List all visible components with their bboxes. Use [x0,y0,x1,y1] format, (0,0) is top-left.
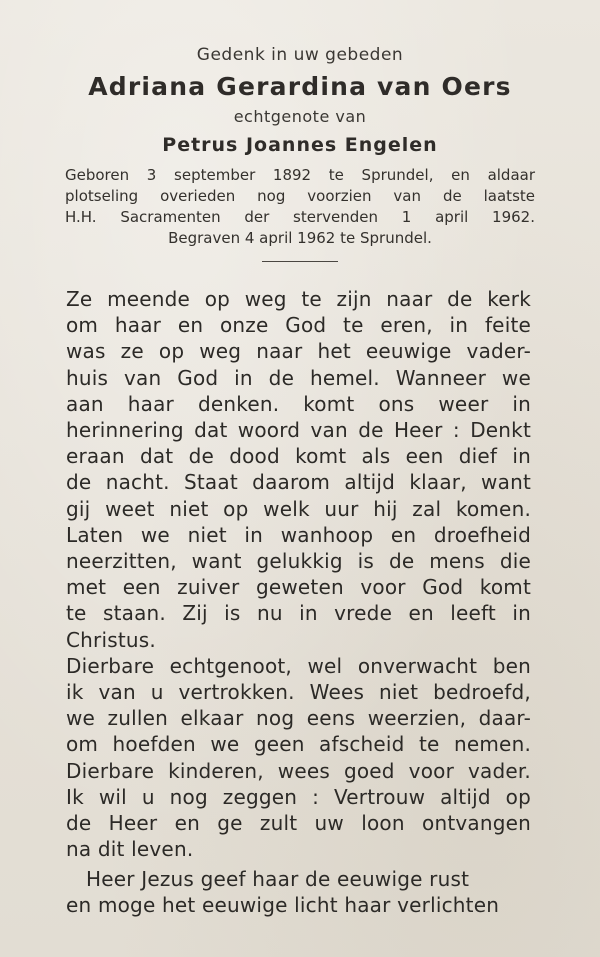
closing-prayer [66,866,531,918]
text-line: om haar en onze God te eren, in feite [66,313,531,338]
prayer-line: Heer Jezus geef haar de eeuwige rust [86,867,470,891]
memorial-text [66,286,531,862]
text-line: we zullen elkaar nog eens weerzien, daar- [66,706,531,731]
spouse-name: Petrus Joannes Engelen [162,134,438,156]
text-line: herinnering dat woord van de Heer : Denkt [66,418,531,443]
text-line: Laten we niet in wanhoop en droefheid [66,522,531,547]
text-line: de Heer en ge zult uw loon ontvangen [66,811,531,836]
spouse-label: echtgenote van [233,107,367,126]
deceased-name: Adriana Gerardina van Oers [88,72,512,101]
text-line: huis van God in de hemel. Wanneer we [66,365,531,390]
intro-text: Gedenk in uw gebeden [196,45,404,65]
text-line: eraan dat de dood komt als een dief in [66,444,531,469]
text-line: te staan. Zij is nu in vrede en leeft in [66,601,531,626]
prayer-line: en moge het eeuwige licht haar verlichten [66,893,500,917]
dates-line: plotseling overieden nog voorzien van de laatste [65,187,535,205]
text-line: ik van u vertrokken. Wees niet bedroefd, [66,680,531,705]
dates-line: H.H. Sacramenten der stervenden 1 april 1962. [65,208,535,226]
text-line: om hoefden we geen afscheid te nemen. [66,732,531,757]
text-line: Ik wil u nog zeggen : Vertrouw altijd op [66,784,531,809]
text-line: na dit leven. [66,837,194,862]
text-line: de nacht. Staat daarom altijd klaar, want [66,470,531,495]
text-line: Christus. [66,627,156,652]
text-line: Dierbare kinderen, wees goed voor vader. [66,758,531,783]
dates-line: Begraven 4 april 1962 te Sprundel. [168,229,432,247]
life-dates [65,165,535,249]
text-line: neerzitten, want gelukkig is de mens die [66,549,531,574]
text-line: Dierbare echtgenoot, wel onverwacht ben [66,653,531,678]
text-line: met een zuiver geweten voor God komt [66,575,531,600]
card-header [0,44,600,262]
text-line: aan haar denken. komt ons weer in [66,391,531,416]
text-line: was ze op weg naar het eeuwige vader- [66,339,531,364]
text-line: Ze meende op weg te zijn naar de kerk [66,287,531,311]
text-line: gij weet niet op welk uur hij zal komen. [66,496,531,521]
divider [262,261,338,262]
dates-line: Geboren 3 september 1892 te Sprundel, en aldaar [65,166,535,184]
